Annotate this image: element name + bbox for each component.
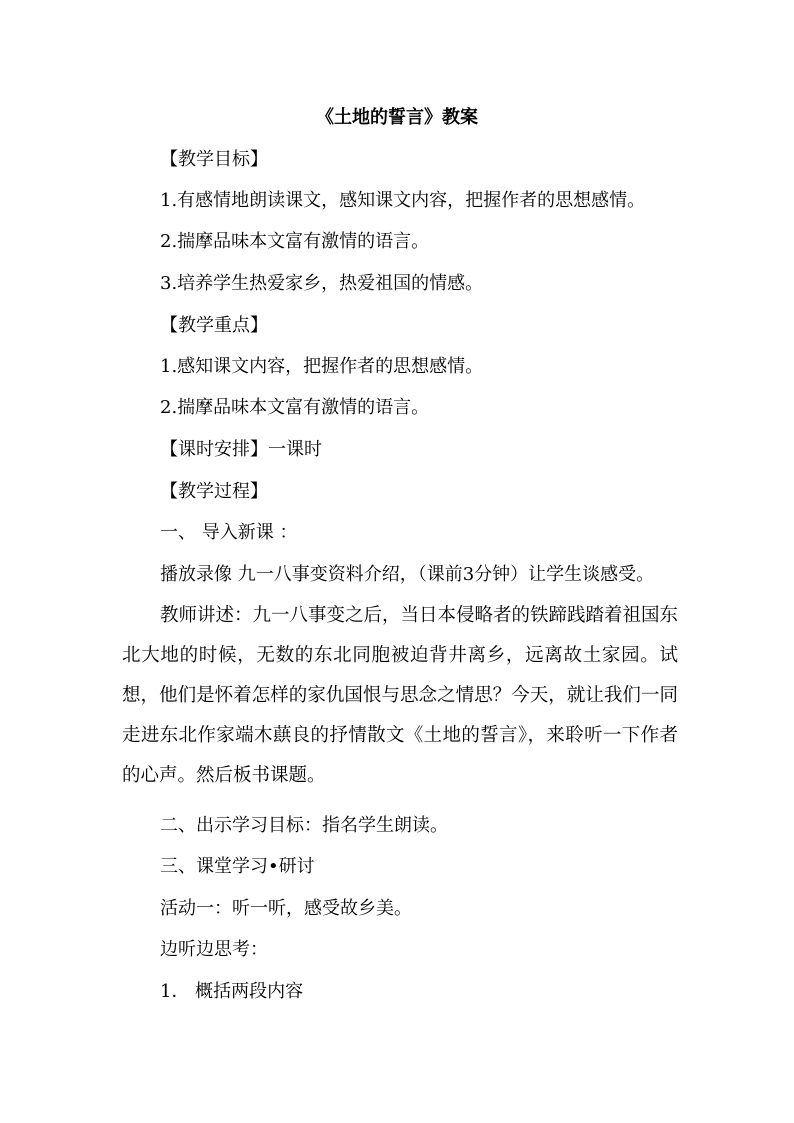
play-video-line: 播放录像 九一八事变资料介绍，（课前3分钟）让学生谈感受。	[160, 564, 655, 585]
focus-item-1: 1.感知课文内容，把握作者的思想感情。	[160, 356, 484, 377]
schedule-line: 【课时安排】一课时	[160, 439, 322, 460]
document-title: 《土地的誓言》教案	[316, 107, 478, 128]
section-heading-goals: 【教学目标】	[160, 149, 268, 170]
listen-think-line: 边听边思考：	[160, 939, 268, 960]
focus-item-2: 2.揣摩品味本文富有激情的语言。	[160, 397, 430, 418]
teacher-talk-paragraph: 教师讲述：九一八事变之后，当日本侵略者的铁蹄践踏着祖国东北大地的时候，无数的东北同胞被迫背井离乡，远离故土家园。试想，他们是怀着怎样的家仇国恨与思念之情思？今天，就让我们一同走进东北作家端木蕻良的抒情散文《土地的誓言》，来聆听一下作者的心声。然后板书课题。	[122, 605, 679, 786]
section-heading-process: 【教学过程】	[160, 481, 268, 502]
goal-item-3: 3.培养学生热爱家乡，热爱祖国的情感。	[160, 273, 484, 294]
activity-line: 活动一：听一听，感受故乡美。	[160, 898, 412, 919]
goal-item-1: 1.有感情地朗读课文，感知课文内容，把握作者的思想感情。	[160, 190, 646, 211]
section-heading-focus: 【教学重点】	[160, 315, 268, 336]
step-heading-goals: 二、出示学习目标：指名学生朗读。	[160, 815, 448, 836]
goal-item-2: 2.揣摩品味本文富有激情的语言。	[160, 231, 430, 252]
question-item-1: 1． 概括两段内容	[160, 981, 304, 1002]
step-heading-intro: 一、 导入新课 ：	[160, 522, 298, 543]
step-heading-study: 三、课堂学习•研讨	[160, 856, 315, 877]
